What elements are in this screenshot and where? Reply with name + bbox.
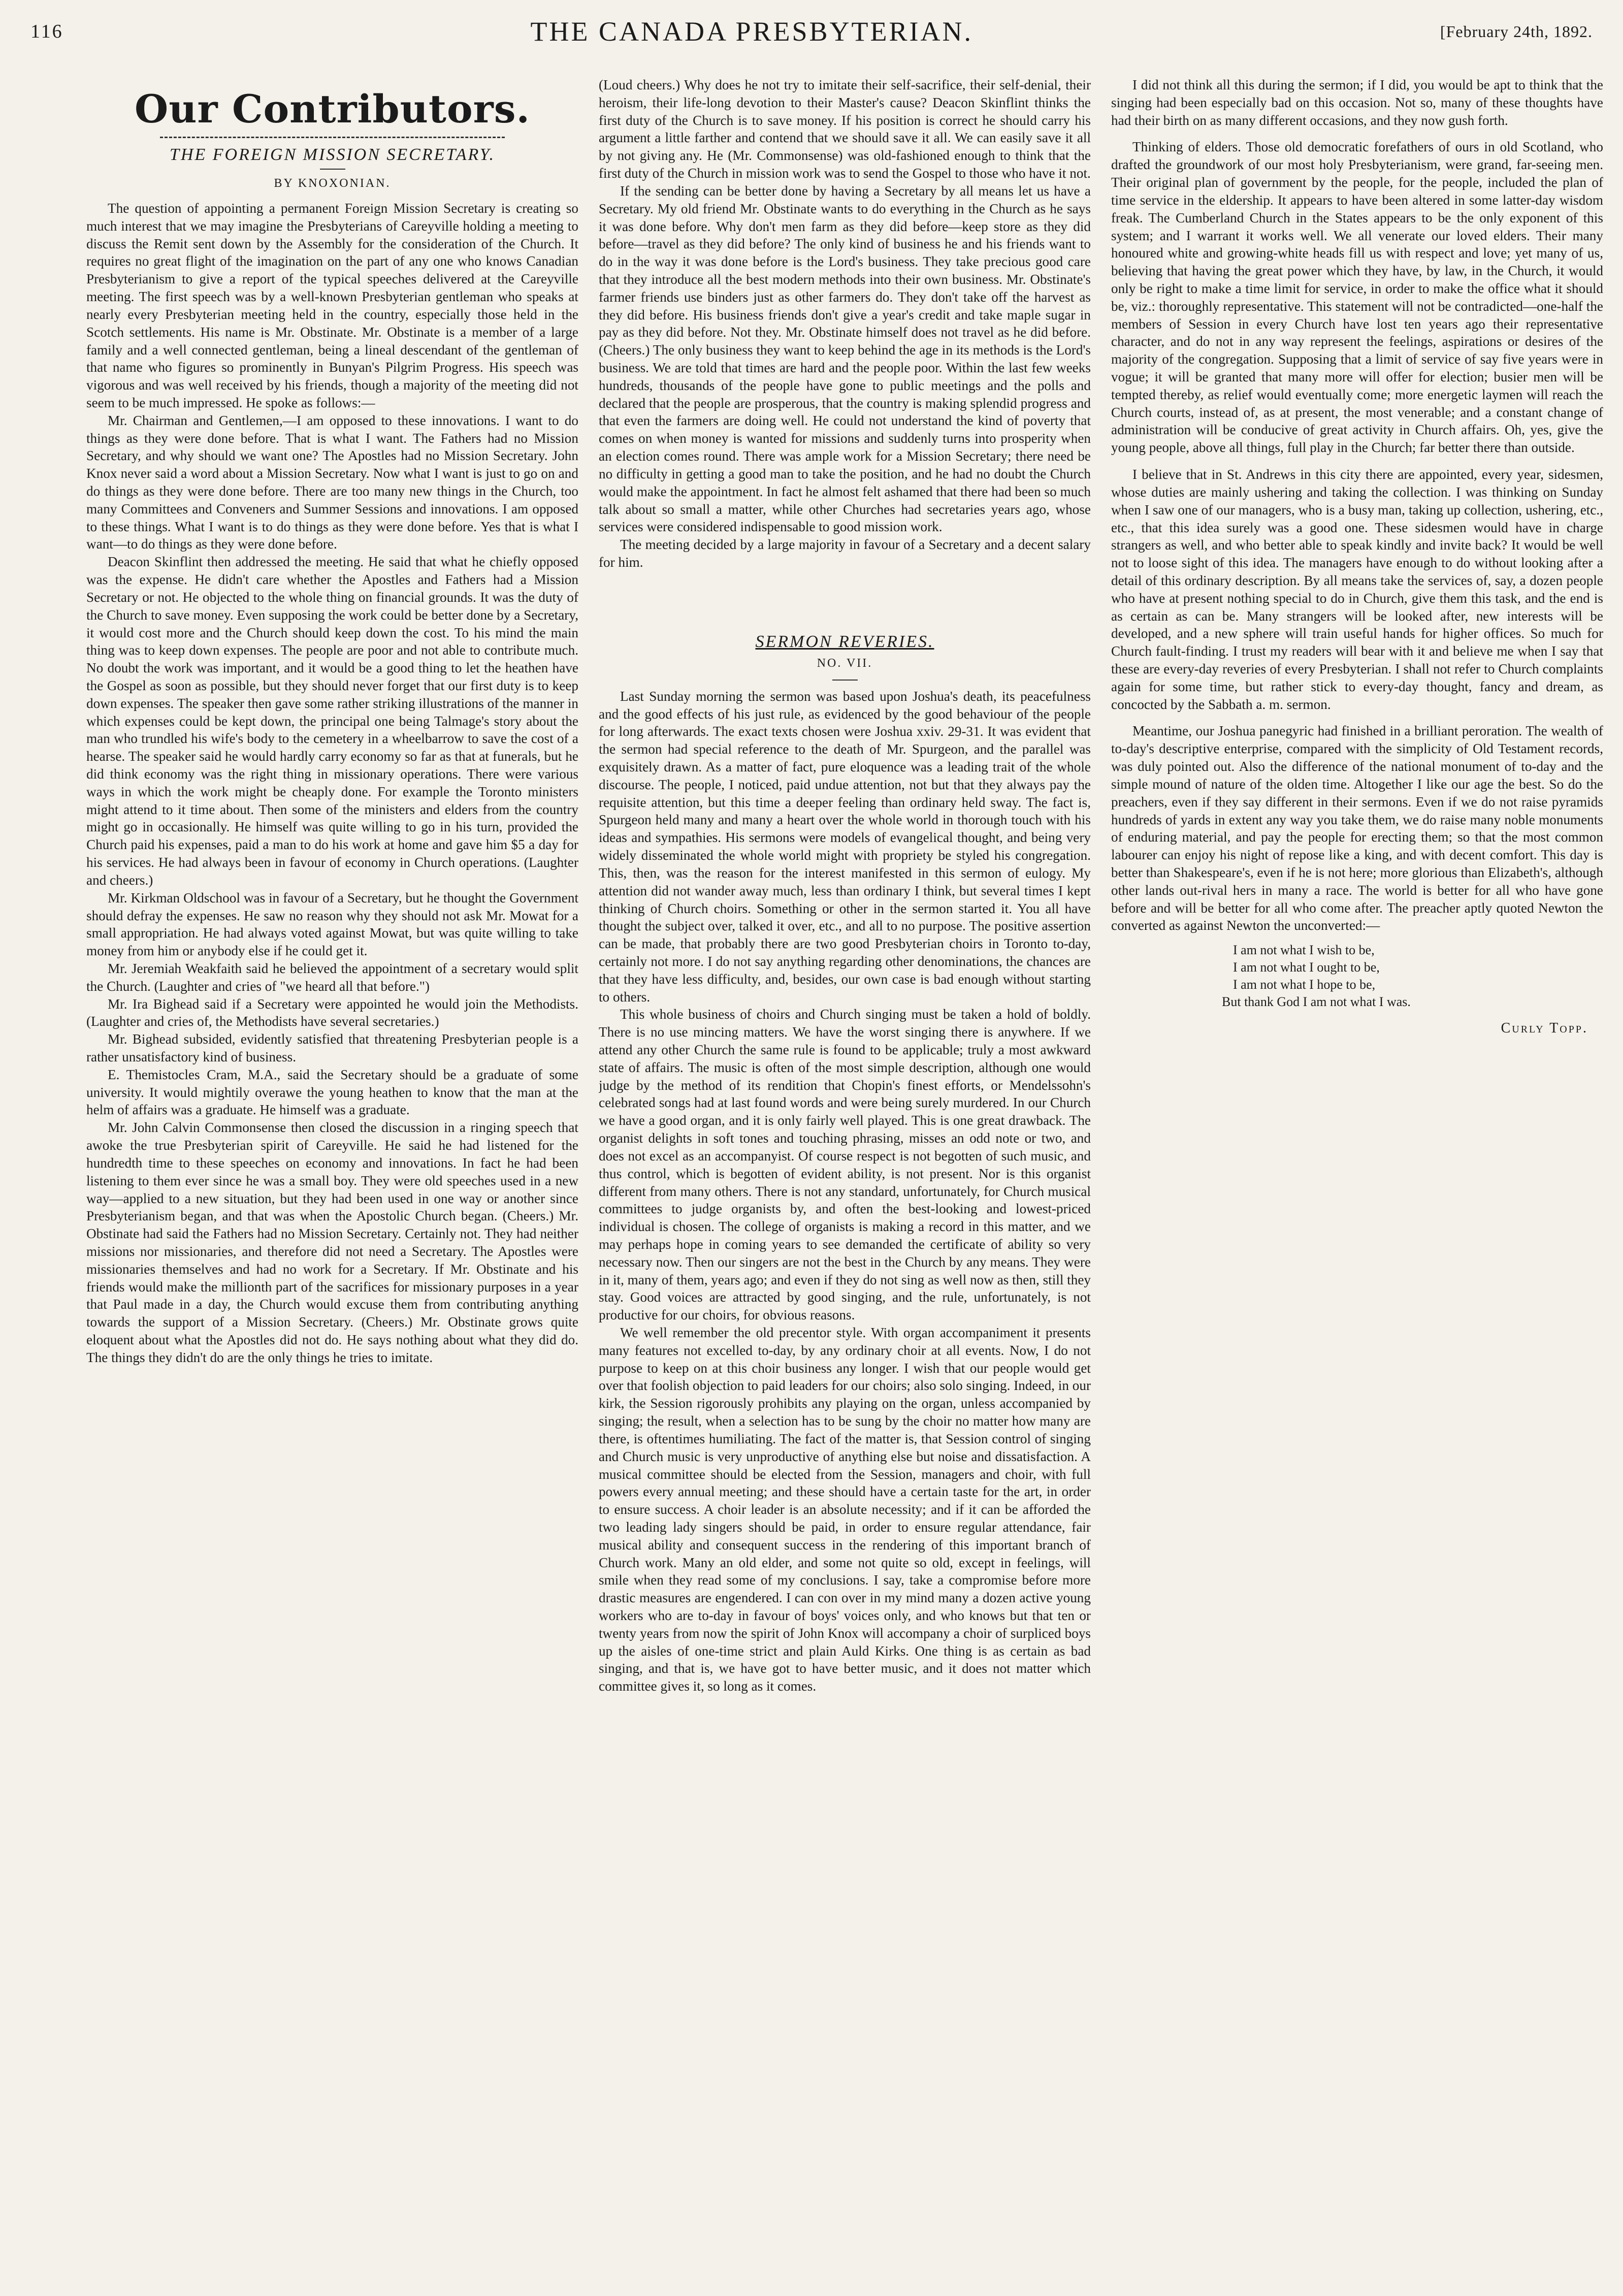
issue-date: [February 24th, 1892. [1440, 22, 1593, 41]
article-number: NO. VII. [817, 656, 873, 670]
masthead: THE CANADA PRESBYTERIAN. [530, 16, 973, 47]
article-paragraph: Mr. Jeremiah Weakfaith said he believed the appointment of a secretary would split the Church. (Laughter and cries of "we heard all that before.") [86, 960, 578, 994]
title-divider [832, 680, 858, 681]
poem-line: I am not what I hope to be, [1233, 977, 1376, 992]
article-paragraph: Mr. John Calvin Commonsense then closed the discussion in a ringing speech that awoke the true Presbyterian spirit of Careyville. He said he had listened for the hundredth time to these speeches on economy and innovations. In fact he had been listening to them ever since he was a small boy. They were old speeches used in a new way—applied to a new situation, but they had been used in one way or another since Presbyterianism began, and that was when the Apostolic Church began. (Cheers.) Mr. Obstinate had said the Fathers had no Mission Secretary. Certainly not. They had neither missions nor missionaries, and therefore did not need a Secretary. The Apostles were missionaries themselves and had no work for a Secretary. If Mr. Obstinate and his friends would make the millionth part of the sacrifices for missionary purposes in a year that Paul made in a day, the Church would excuse them from contributing anything towards the support of a Mission Secretary. (Cheers.) Mr. Obstinate grows quite eloquent about what the Apostles did not do. He says nothing about what they did do. The things they didn't do are the only things he tries to imitate. [86, 1120, 578, 1365]
article-paragraph: Mr. Chairman and Gentlemen,—I am opposed to these innovations. I want to do things as they were done before. That is what I want. The Fathers had no Mission Secretary, and why should we want one? The Apostles had no Mission Secretary. John Knox never said a word about a Mission Secretary. Now what I want is just to go on and do things as they were done before. There are too many new things in the Church, too many Committees and Conveners and Summer Sessions and innovations. I am opposed to these things. What I want is to do things as they were done before. Yes that is what I want—to do things as they were done before. [86, 412, 578, 552]
article-paragraph: If the sending can be better done by having a Secretary by all means let us have a Secretary. My old friend Mr. Obstinate wants to do everything in the Church as he says it was done before. Why don't men farm as they did before—keep store as they did before—travel as they did before? The only kind of business he and his friends want to do in the way it was done before is the Lord's business. They take precious good care that they introduce all the best modern methods into their own business. Mr. Obstinate's farmer friends use binders just as other farmers do. They don't take off the harvest as they did before. His business friends don't give a year's credit and take maple sugar in pay as they did before. Not they. Mr. Obstinate himself does not travel as he did before. (Cheers.) The only business they want to keep behind the age in its methods is the Lord's business. We are told that times are hard and the people poor. Within the last few weeks hundreds, thousands of the people have gone to public meetings and the polls and declared that the people are prosperous, that the country is making splendid progress and that even the farmers are doing well. He could not understand the kind of poverty that comes on when money is wanted for missions and suddenly turns into prosperity when an election comes round. There was ample work for a Mission Secretary; there need be no difficulty in getting a good man to take the position, and he had no doubt the Church would make the appointment. In fact he almost felt ashamed that there had been so much talk about so small a matter, while other Churches had secretaries years ago, whose services were considered indispensable to good mission work. [599, 183, 1091, 535]
article-paragraph: Deacon Skinflint then addressed the meeting. He said that what he chiefly opposed was the expense. He didn't care whether the Apostles and Fathers had a Mission Secretary or not. He objected to the whole thing on financial grounds. It was the duty of the Church to save money. Even supposing the work could be better done by a Secretary, it would cost more and the Church should keep down the cost. To his mind the main thing was to keep down expenses. The people are poor and not able to contribute much. No doubt the work was important, and it would be a good thing to let the heathen have the Gospel as soon as possible, but they should never forget that our first duty is to keep down expenses. The speaker then gave some rather striking illustrations of the manner in which expenses could be kept down, the principal one being Talmage's story about the man who trundled his wife's body to the cemetery in a wheelbarrow to save the cost of a hearse. The speaker said he would hardly carry economy so far as that at funerals, but he did think economy was the right thing in missionary operations. There were various ways in which the work might be cheaply done. For example the Toronto ministers might attend to it time about. Then some of the ministers and elders from the country might go in occasionally. He himself was quite willing to go in his turn, provided the Church paid his expenses, paid a man to do his work at home and gave him $5 a day for his services. He had always been in favour of economy in Church operations. (Laughter and cheers.) [86, 554, 578, 888]
article-title: SERMON REVERIES. [755, 632, 934, 651]
paragraph-gap [1111, 129, 1603, 138]
paragraph-gap [1111, 457, 1603, 466]
paragraph-gap [1111, 713, 1603, 722]
article-paragraph: We well remember the old precentor style. With organ accompaniment it presents many features not excelled to-day, by any ordinary choir at all events. Now, I do not purpose to keep on at this choir business any longer. I wish that our people would get over that foolish objection to paid leaders for our choirs; also solo singing. Indeed, in our kirk, the Session rigorously prohibits any playing on the organ, unless accompanied by singing; the result, when a selection has to be sung by the choir no matter how many are there, is oftentimes humiliating. The fact of the matter is, that Session control of singing and Church music is very unproductive of anything else but noise and dissatisfaction. A musical committee should be elected from the Session, managers and choir, with full powers every annual meeting; and these should have a certain taste for the art, in order to ensure success. A choir leader is an absolute necessity; and if it can be afforded the two leading lady singers should be paid, in order to ensure regular attendance, fair musical ability and consequent success in the rendering of this important branch of Church work. Many an old elder, and some not quite so old, except in feelings, will smile when they read some of my conclusions. I say, take a compromise before more drastic measures are engendered. I can con over in my mind many a dozen active young workers who are to-day in favour of boys' voices only, and who knows but that ten or twenty years from now the spirit of John Knox will accompany a choir of surpliced boys up the aisles of one-time strict and plain Auld Kirks. One thing is as certain as bad singing, and that is, we have got to have better music, and it does not matter which committee gives it, so long as it comes. [599, 1325, 1091, 1694]
article-paragraph: (Loud cheers.) Why does he not try to imitate their self-sacrifice, their self-denial, their heroism, their life-long devotion to their Master's cause? Deacon Skinflint thinks the first duty of the Church is to save money. If his position is correct he should carry his argument a little farther and contend that we should save it all. We can easily save it all by not giving any. He (Mr. Commonsense) was old-fashioned enough to think that the first duty of the Church in mission work was to send the Gospel to those who have it not. [599, 77, 1091, 181]
article-paragraph: Mr. Kirkman Oldschool was in favour of a Secretary, but he thought the Government should defray the expenses. He saw no reason why they should not ask Mr. Mowat for a small appropriation. He had always voted against Mowat, but was quite willing to take money from him or anybody else if he could get it. [86, 890, 578, 959]
column-1 [86, 76, 578, 2278]
quoted-poem [1222, 942, 1603, 1010]
article-paragraph: The meeting decided by a large majority in favour of a Secretary and a decent salary for him. [599, 537, 1091, 570]
article-paragraph: Meantime, our Joshua panegyric had finished in a brilliant peroration. The wealth of to-day's descriptive enterprise, compared with the simplicity of Old Testament records, was duly pointed out. Also the difference of the national monument of to-day and the simple mound of nature of the olden time. Altogether I like our age the best. So do the preachers, even if they say different in their sermons. Even if we do not raise pyramids hundreds of yards in extent any way you take them, we do raise many noble monuments of enduring material, and pay the people for erecting them; so that the most common labourer can enjoy his night of repose like a king, and with decent comfort. This day is better than Shakespeare's, even if he is not here; more glorious than Elizabeth's, although other lands out-rival hers in many a race. The world is better for all who have gone before and will be better for all who come after. The preacher aptly quoted Newton the converted as against Newton the unconverted:— [1111, 723, 1603, 933]
page-header [30, 11, 1593, 52]
section-title: Our Contributors. [135, 86, 530, 132]
poem-line: But thank God I am not what I was. [1222, 994, 1411, 1009]
article-paragraph: I did not think all this during the sermon; if I did, you would be apt to think that the singing had been especially bad on this occasion. Not so, many of these thoughts have had their birth on as many different occasions, and they now gush forth. [1111, 77, 1603, 128]
column-2 [599, 76, 1091, 2278]
article-paragraph: The question of appointing a permanent Foreign Mission Secretary is creating so much interest that we may imagine the Presbyterians of Careyville holding a meeting to discuss the Remit sent down by the Assembly for the consideration of the Church. It requires no great flight of the imagination on the part of any one who knows Canadian Presbyterianism to give a report of the typical speeches delivered at the Careyville meeting. The first speech was by a well-known Presbyterian gentleman who speaks at nearly every Presbyterian meeting held in the country, especially those held in the Scotch settlements. His name is Mr. Obstinate. Mr. Obstinate is a member of a large family and a well connected gentleman, being a lineal descendant of the gentleman of that name who figures so prominently in Bunyan's Pilgrim Progress. His speech was vigorous and was well received by his friends, though a majority of the meeting did not seem to be much impressed. He spoke as follows:— [86, 201, 578, 410]
article-paragraph: Thinking of elders. Those old democratic forefathers of ours in old Scotland, who drafted the groundwork of our most holy Presbyterianism, were grand, far-seeing men. Their original plan of government by the people, for the people, included the plan of time service in the eldership. It appears to have been altered in some latter-day wisdom freak. The Cumberland Church in the States appears to be the only exponent of this system; and I warrant it works well. We all venerate our loved elders. Their many honoured white and growing-white heads fill us with respect and love; yet many of us, believing that having the great power which they have, by law, in the Church, it would only be right to make a time limit for service, in order to make the office what it should be, viz.: thoroughly representative. This statement will not be contradicted—one-half the members of Session in every Church have lost ten years ago their representative character, and do not in any way represent the feelings, aspirations or desires of the majority of the congregation. Supposing that a limit of service of say five years were in vogue; it will be granted that many more will offer for election; busier men will be tempted thereby, as relief would eventually come; more energetic laymen will reach the Church courts, instead of, as at present, the most venerable; and a constant change of administration will be conducive of great activity in Church affairs. Oh, yes, give the young people, above all things, full play in the Church; far better there than outside. [1111, 139, 1603, 456]
article-paragraph: I believe that in St. Andrews in this city there are appointed, every year, sidesmen, whose duties are mainly ushering and taking the collection. I was thinking on Sunday when I saw one of our managers, who is a busy man, taking up collection, ushering, etc., etc., that this idea surely was a good one. These sidesmen would have in charge strangers as well, and who better able to speak kindly and invite back? It would be well not to loose sight of this idea. The managers have enough to do without looking after a detail of this ordinary description. By all means take the services of, say, a dozen people who have at present nothing special to do in Church, give them this task, and the end is as certain as can be. Many strangers will be looked after, new interests will be developed, and a new sphere will train useful hands for higher offices. So much for Church fault-finding. I trust my readers will bear with it and believe me when I say that these are every-day reveries of every Presbyterian. I shall not refer to Church complaints again for some time, but rather stick to every-day thought, fancy and dream, as concocted by the Sabbath a. m. sermon. [1111, 467, 1603, 712]
column-3 [1111, 76, 1603, 2278]
title-divider [320, 169, 345, 170]
poem-line: I am not what I wish to be, [1233, 943, 1375, 958]
article-paragraph: This whole business of choirs and Church singing must be taken a hold of boldly. There is no use mincing matters. We have the worst singing there is anywhere. If we attend any other Church the same rule is found to be applicable; truly a most awkward state of affairs. The music is often of the most simple description, although one would judge by the method of its rendition that Chopin's finest efforts, or Mendelssohn's celebrated songs had at last found words and were being surely murdered. In our Church we have a good organ, and it is only fairly well played. This is one great drawback. The organist delights in soft tones and touching phrasing, misses an odd note or two, and does not excel as an accompanyist. Of course respect is not begotten of such music, and thus control, which is begotten of evident ability, is not present. Nor is this organist different from many others. There is not any standard, unfortunately, for Church musical committees to judge organists by, and often the best-looking and lowest-priced individual is chosen. The college of organists is making a record in this matter, and we may perhaps hope in coming years to see demanded the certificate of ability so very necessary now. Then our singers are not the best in the Church by any means. They were in it, many of them, years ago; and even if they do not sing as well now as then, still they stay. Good voices are attracted by good singing, and the rule, unfortunately, is not productive for our choirs, for obvious reasons. [599, 1007, 1091, 1323]
section-divider [160, 137, 504, 138]
article-paragraph: Mr. Ira Bighead said if a Secretary were appointed he would join the Methodists. (Laughter and cries of, the Methodists have several secretaries.) [86, 996, 578, 1029]
article-paragraph: E. Themistocles Cram, M.A., said the Secretary should be a graduate of some university. It would mightily overawe the young heathen to know that the man at the helm of affairs was a graduate. He himself was a graduate. [86, 1066, 578, 1118]
text-columns [86, 76, 1605, 2278]
poem-line: I am not what I ought to be, [1233, 959, 1380, 975]
page-number: 116 [30, 21, 63, 42]
article-paragraph: Last Sunday morning the sermon was based upon Joshua's death, its peacefulness and the good effects of his just rule, as evidenced by the good behaviour of the people for long afterwards. The exact texts chosen were Joshua xxiv. 29-31. It was evident that the sermon had special reference to the death of Mr. Spurgeon, and the parallel was exquisitely drawn. As a matter of fact, pure eloquence was a leading trait of the whole discourse. The people, I noticed, paid undue attention, not but that they always pay the requisite attention, but this time a deeper feeling than ordinary held sway. The fact is, Spurgeon held many and many a heart over the whole world in thorough touch with his ideas and sympathies. His sermons were models of evangelical thought, and being very widely disseminated the whole world might with propriety be styled his congregation. This, then, was the reason for the interest manifested in this sermon of eulogy. My attention did not wander away much, less than ordinary I think, but several times I kept thinking of Church choirs. Something or other in the sermon started it. You all have thought the subject over, talked it over, etc., and all to no purpose. The positive assertion can be made, that probably there are two good Presbyterian choirs in Toronto to-day, certainly not more. I do not say anything regarding other denominations, the chances are that they have less difficulty, and, besides, our own case is bad enough without starting to others. [599, 688, 1091, 1005]
byline: BY KNOXONIAN. [274, 177, 391, 190]
article-title: THE FOREIGN MISSION SECRETARY. [170, 145, 495, 164]
article-paragraph: Mr. Bighead subsided, evidently satisfied that threatening Presbyterian people is a rather unsatisfactory kind of business. [86, 1031, 578, 1064]
author-signature: Curly Topp. [1501, 1020, 1588, 1037]
